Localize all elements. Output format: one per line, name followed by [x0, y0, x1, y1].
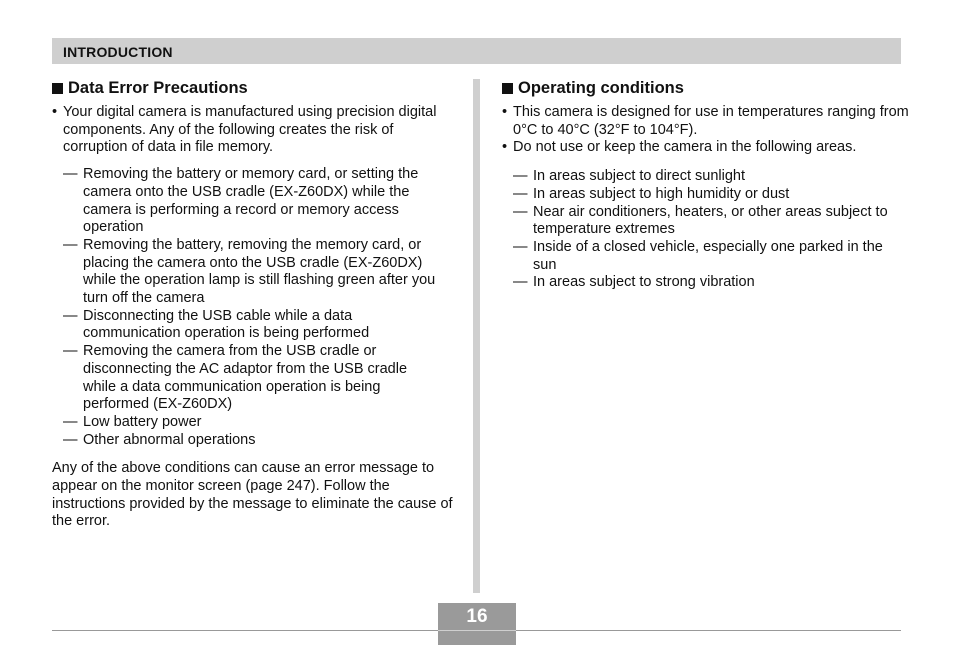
list-item: [52, 343, 444, 414]
closing-paragraph: Any of the above conditions can cause an error message to appear on the monitor screen (page 247). Follow the instructions provided by the message to eliminate the cause of the error.: [52, 460, 453, 530]
page-number: 16: [466, 606, 488, 627]
list-item-text: Disconnecting the USB cable while a data communication operation is being performed: [83, 307, 370, 342]
dash-glyph: —: [63, 236, 78, 253]
dash-glyph: —: [63, 343, 78, 360]
bullet-glyph: •: [52, 104, 58, 120]
risk-list: [52, 166, 444, 449]
list-item-text: Other abnormal operations: [83, 431, 256, 448]
list-item-text: Low battery power: [83, 413, 202, 430]
left-column: [52, 78, 462, 531]
list-item-text: Removing the battery, removing the memory card, or placing the camera onto the USB cradle (EX-Z60DX) while the operation lamp is still flashing green after you turn off the camera: [83, 236, 436, 307]
list-item: [52, 432, 444, 450]
bullet-glyph: •: [502, 139, 508, 156]
temperature-bullet: [502, 104, 911, 139]
list-item: [502, 239, 901, 274]
right-column: [502, 78, 909, 292]
list-item-text: In areas subject to direct sunlight: [533, 168, 745, 185]
areas-list: [502, 168, 901, 292]
dash-glyph: —: [513, 238, 528, 255]
dash-glyph: —: [63, 431, 78, 448]
list-item: [52, 308, 444, 343]
list-item: [502, 168, 901, 186]
column-divider: [473, 79, 480, 593]
list-item: [52, 237, 444, 308]
intro-bullet: [52, 104, 451, 157]
dash-glyph: —: [513, 274, 528, 291]
data-error-heading-text: Data Error Precautions: [68, 79, 248, 97]
list-item-text: In areas subject to high humidity or dust: [533, 185, 790, 202]
bullet-glyph: •: [502, 104, 508, 120]
areas-text: Do not use or keep the camera in the following areas.: [513, 139, 857, 156]
dash-glyph: —: [513, 185, 528, 202]
page-number-band-lower: [438, 631, 516, 645]
list-item: [502, 274, 901, 292]
list-item-text: Removing the camera from the USB cradle or disconnecting the AC adaptor from the USB cradle while a data communication operation is being performed (EX-Z60DX): [83, 343, 408, 413]
operating-conditions-heading: [502, 78, 902, 98]
list-item-text: In areas subject to strong vibration: [533, 274, 755, 291]
data-error-heading: [52, 78, 462, 98]
section-title: INTRODUCTION: [63, 44, 173, 60]
page-number-box: [438, 603, 516, 645]
list-item-text: Inside of a closed vehicle, especially one parked in the sun: [533, 238, 883, 273]
dash-glyph: —: [63, 307, 78, 324]
list-item-text: Near air conditioners, heaters, or other areas subject to temperature extremes: [533, 203, 888, 238]
section-header-bar: [52, 38, 901, 64]
operating-conditions-heading-text: Operating conditions: [518, 79, 684, 97]
intro-text: Your digital camera is manufactured using precision digital components. Any of the following creates the risk of corruption of data in file memory.: [63, 104, 437, 156]
square-bullet-icon: [502, 83, 513, 94]
dash-glyph: —: [513, 168, 528, 185]
list-item: [502, 204, 901, 239]
dash-glyph: —: [63, 413, 78, 430]
list-item-text: Removing the battery or memory card, or setting the camera onto the USB cradle (EX-Z60DX) while the camera is performing a record or memory access operation: [83, 166, 419, 236]
temperature-text: This camera is designed for use in temperatures ranging from 0°C to 40°C (32°F to 104°F).: [513, 104, 909, 138]
areas-bullet: [502, 139, 911, 157]
dash-glyph: —: [513, 203, 528, 220]
list-item: [502, 186, 901, 204]
dash-glyph: —: [63, 166, 78, 183]
list-item: [52, 414, 444, 432]
square-bullet-icon: [52, 83, 63, 94]
list-item: [52, 166, 444, 237]
